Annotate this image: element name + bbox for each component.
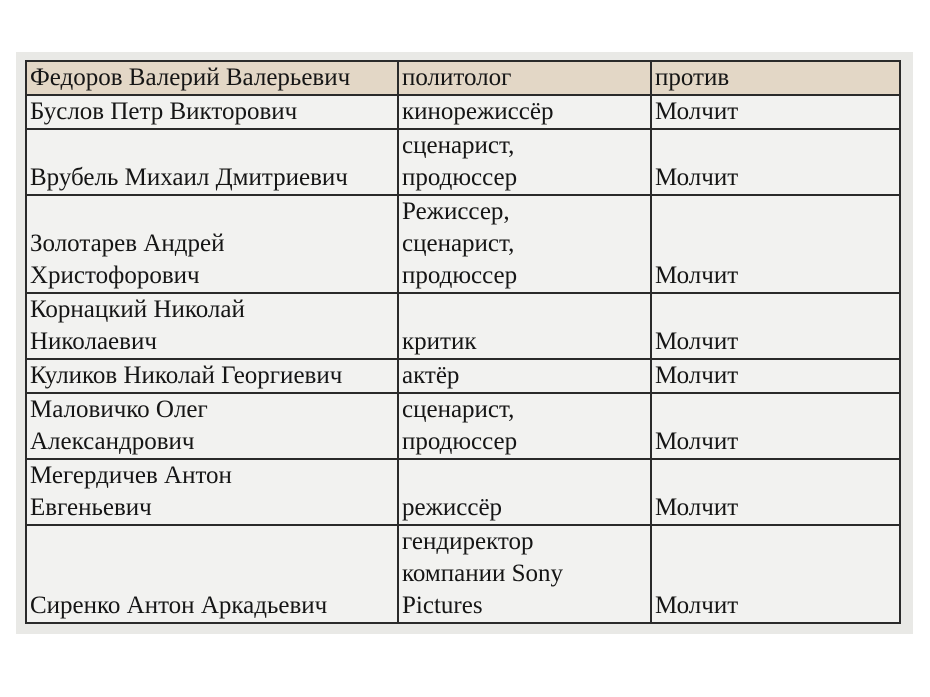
- name-cell: Врубель Михаил Дмитриевич: [26, 129, 398, 195]
- role-cell: сценарист, продюссер: [398, 393, 651, 459]
- name-cell: Золотарев Андрей Христофорович: [26, 195, 398, 293]
- role-cell: гендиректор компании Sony Pictures: [398, 525, 651, 623]
- role-cell: Режиссер, сценарист, продюссер: [398, 195, 651, 293]
- table-row: [26, 459, 900, 525]
- status-cell: Молчит: [651, 95, 900, 129]
- table-row: [26, 95, 900, 129]
- people-table: [25, 60, 901, 624]
- status-cell: Молчит: [651, 525, 900, 623]
- table-row: [26, 293, 900, 359]
- name-cell: Корнацкий Николай Николаевич: [26, 293, 398, 359]
- name-cell: Федоров Валерий Валерьевич: [26, 61, 398, 95]
- name-cell: Куликов Николай Георгиевич: [26, 359, 398, 393]
- name-cell: Мегердичев Антон Евгеньевич: [26, 459, 398, 525]
- name-cell: Сиренко Антон Аркадьевич: [26, 525, 398, 623]
- role-cell: актёр: [398, 359, 651, 393]
- status-cell: Молчит: [651, 393, 900, 459]
- table-row: [26, 525, 900, 623]
- table-row: [26, 393, 900, 459]
- status-cell: Молчит: [651, 293, 900, 359]
- role-cell: режиссёр: [398, 459, 651, 525]
- status-cell: против: [651, 61, 900, 95]
- name-cell: Маловичко Олег Александрович: [26, 393, 398, 459]
- table-row: [26, 129, 900, 195]
- status-cell: Молчит: [651, 359, 900, 393]
- status-cell: Молчит: [651, 459, 900, 525]
- status-cell: Молчит: [651, 129, 900, 195]
- table-row: [26, 61, 900, 95]
- table-row: [26, 195, 900, 293]
- role-cell: критик: [398, 293, 651, 359]
- role-cell: сценарист, продюссер: [398, 129, 651, 195]
- status-cell: Молчит: [651, 195, 900, 293]
- name-cell: Буслов Петр Викторович: [26, 95, 398, 129]
- role-cell: политолог: [398, 61, 651, 95]
- table-row: [26, 359, 900, 393]
- role-cell: кинорежиссёр: [398, 95, 651, 129]
